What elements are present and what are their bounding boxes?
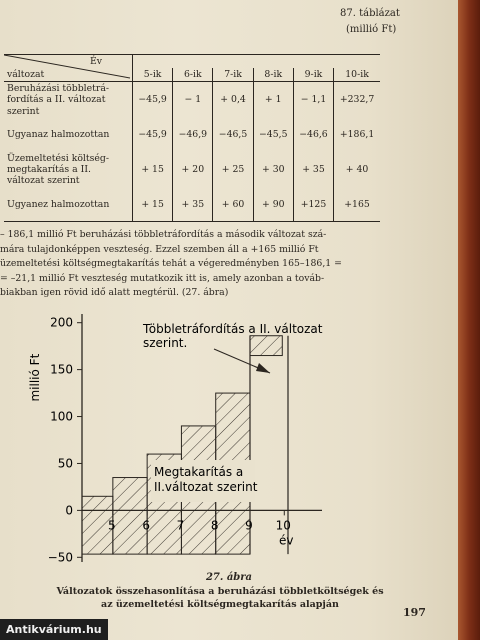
x-tick-label: 9 [245, 518, 253, 533]
x-axis-label: év [279, 533, 294, 548]
cell: − 1,1 [293, 82, 333, 118]
cell: +232,7 [334, 82, 380, 118]
col-header: 5-ik [133, 68, 173, 82]
cell: +125 [293, 187, 333, 222]
cell: + 30 [253, 152, 293, 187]
arrow-icon [256, 363, 270, 373]
annotation-line: szerint. [143, 336, 188, 350]
cell: + 20 [173, 152, 213, 187]
table-label: 87. táblázat [340, 8, 400, 19]
x-tick-label: 5 [108, 518, 116, 533]
col-header: 6-ik [173, 68, 213, 82]
cell: −46,5 [213, 118, 253, 152]
paragraph-line: biakban igen rövid idő alatt megtérül. (27. ábra) [0, 287, 229, 299]
cell: + 15 [133, 152, 173, 187]
cell: −46,9 [173, 118, 213, 152]
body-paragraph [0, 228, 372, 301]
y-tick-label: −50 [47, 550, 73, 565]
cell: + 25 [213, 152, 253, 187]
savings-step-bar [113, 478, 147, 555]
figure-number: 27. ábra [205, 572, 253, 583]
cell: + 40 [334, 152, 380, 187]
cell: −45,9 [133, 118, 173, 152]
paragraph-line: mára tulajdonképpen veszteség. Ezzel szemben áll a +165 millió Ft [0, 243, 319, 255]
annotation-line: Többletráfordítás a II. változat [143, 322, 323, 336]
header-ev: Év [89, 56, 102, 67]
inner-label-line: Megtakarítás a [154, 465, 244, 479]
col-header: 10-ik [334, 68, 380, 82]
paragraph-line: = –21,1 millió Ft veszteség mutatkozik itt is, amely azonban a továb- [0, 272, 325, 284]
investment-top-box [250, 336, 282, 356]
paragraph-line: üzemeltetési költségmegtakarítás tehát a végeredményben 165–186,1 = [0, 258, 342, 270]
cell: − 1 [173, 82, 213, 118]
y-axis-label: millió Ft [28, 353, 42, 402]
col-header: 8-ik [253, 68, 293, 82]
x-tick-label: 6 [142, 518, 150, 533]
row-label: Üzemeltetési költség-megtakarítás a II. változat szerint [7, 152, 110, 187]
cell: −45,5 [253, 118, 293, 152]
table-row [4, 118, 380, 152]
paragraph-line: – 186,1 millió Ft beruházási többletráfordítás a második változat szá- [0, 229, 327, 240]
row-label: Ugyanez halmozottan [4, 187, 133, 222]
y-tick-label: 50 [57, 456, 73, 471]
x-tick-label: 8 [210, 518, 219, 533]
x-tick-label: 7 [176, 518, 185, 533]
cell: + 0,4 [213, 82, 253, 118]
cell: + 60 [213, 187, 253, 222]
table-unit: (millió Ft) [346, 24, 397, 35]
cell: +165 [334, 187, 380, 222]
col-header: 9-ik [293, 68, 333, 82]
figure-caption [0, 585, 440, 611]
header-valtozat: változat [4, 68, 133, 82]
caption-line: Változatok összehasonlítása a beruházási többletköltségek és [56, 586, 384, 597]
y-tick-label: 100 [50, 409, 73, 424]
y-tick-label: 0 [65, 503, 73, 518]
inner-label-line: II.változat szerint [154, 480, 258, 494]
data-table [4, 54, 380, 222]
cell: −45,9 [133, 82, 173, 118]
col-header: 7-ik [213, 68, 253, 82]
cell: + 15 [133, 187, 173, 222]
watermark-label: Antikvárium.hu [0, 619, 108, 640]
table-row [4, 187, 380, 222]
x-tick-label: 10 [275, 518, 291, 533]
y-tick-label: 150 [50, 362, 73, 377]
cell: + 1 [253, 82, 293, 118]
caption-line: az üzemeltetési költségmegtakarítás alapján [101, 599, 339, 610]
cell: + 35 [173, 187, 213, 222]
row-label: Ugyanaz halmozottan [7, 129, 110, 141]
cell: −46,6 [293, 118, 333, 152]
page-number: 197 [403, 606, 426, 619]
y-tick-label: 200 [50, 315, 73, 330]
cell: + 90 [253, 187, 293, 222]
cell: +186,1 [334, 118, 380, 152]
cell: + 35 [293, 152, 333, 187]
book-spine [458, 0, 480, 640]
table-row [4, 152, 380, 187]
table-row [4, 82, 380, 118]
step-chart [0, 310, 380, 572]
row-label: Beruházási többletrá-fordítás a II. változat szerint [7, 83, 110, 117]
